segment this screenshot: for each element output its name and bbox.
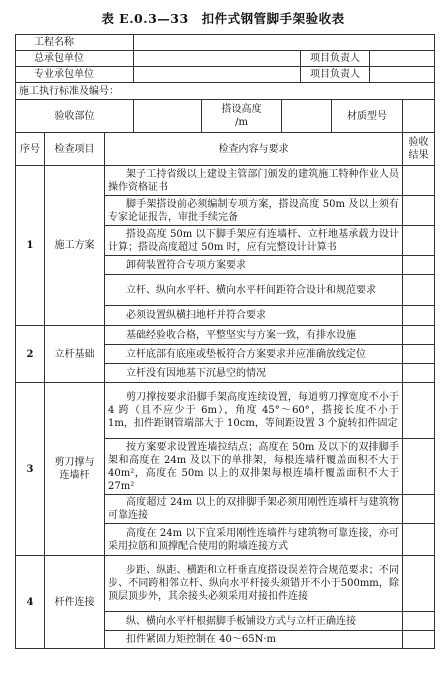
row-project-name — [16, 35, 435, 51]
section-3-name: 剪刀撑与 连墙杆 — [45, 383, 105, 556]
inspection-area-value[interactable] — [134, 100, 202, 133]
standard-label: 施工执行标准及编号： — [16, 83, 435, 100]
project-name-value[interactable] — [134, 35, 435, 51]
general-contractor-label: 总承包单位 — [16, 51, 134, 67]
general-contractor-value[interactable] — [134, 51, 301, 67]
section-1-no: 1 — [16, 166, 45, 326]
project-leader-value[interactable] — [370, 51, 435, 67]
height-value[interactable] — [282, 100, 332, 133]
table-row — [16, 556, 435, 612]
result-cell[interactable] — [403, 631, 435, 649]
check-item: 卸荷装置符合专项方案要求 — [105, 256, 403, 275]
row-sub-contractor — [16, 67, 435, 83]
check-item: 扣件紧固力矩控制在 40～65N·m — [105, 631, 403, 649]
table-row — [16, 326, 435, 345]
inspection-area-label: 验收部位 — [16, 100, 134, 133]
col-item-header: 检查项目 — [45, 133, 105, 166]
section-2-name: 立杆基础 — [45, 326, 105, 383]
check-item: 步距、纵距、横距和立杆垂直度搭设误差符合规范要求；不同步、不同跨相邻立杆、纵向水平杆接头须错开不小于500mm，除顶层顶步外，其余接头必须采用对接扣件连接 — [105, 556, 403, 612]
check-item: 高度超过 24m 以上的双排脚手架必须用刚性连墙杆与建筑物可靠连接 — [105, 495, 403, 524]
material-model-value[interactable] — [403, 100, 435, 133]
result-cell[interactable] — [403, 524, 435, 556]
section-4-no: 4 — [16, 556, 45, 649]
col-no-header: 序号 — [16, 133, 45, 166]
row-inspection-area — [16, 100, 435, 133]
row-standard — [16, 83, 435, 100]
row-general-contractor — [16, 51, 435, 67]
check-item: 高度在 24m 以下宜采用刚性连墙件与建筑物可靠连接，亦可采用拉筋和顶撑配合使用的附墙连接方式 — [105, 524, 403, 556]
section-4-name: 杆件连接 — [45, 556, 105, 649]
check-item: 基础经验收合格，平整坚实与方案一致，有排水设施 — [105, 326, 403, 345]
table-row — [16, 166, 435, 196]
page-title: 表 E.0.3—33 扣件式钢管脚手架验收表 — [101, 11, 345, 26]
check-item: 脚手架搭设前必须编制专项方案，搭设高度 50m 及以上须有专家论证报告，审批手续完备 — [105, 196, 403, 226]
result-cell[interactable] — [403, 226, 435, 256]
table-row — [16, 383, 435, 439]
result-cell[interactable] — [403, 612, 435, 631]
result-cell[interactable] — [403, 364, 435, 383]
result-cell[interactable] — [403, 345, 435, 364]
result-cell[interactable] — [403, 275, 435, 306]
sub-project-leader-label: 项目负责人 — [301, 67, 370, 83]
project-name-label: 工程名称 — [16, 35, 134, 51]
result-cell[interactable] — [403, 556, 435, 612]
result-cell[interactable] — [403, 256, 435, 275]
check-item: 立杆底部有底座或垫板符合方案要求并应准确放线定位 — [105, 345, 403, 364]
check-item: 必须设置纵横扫地杆并符合要求 — [105, 306, 403, 326]
check-item: 立杆没有因地基下沉悬空的情况 — [105, 364, 403, 383]
col-result-header: 验收 结果 — [403, 133, 435, 166]
section-3-no: 3 — [16, 383, 45, 556]
result-cell[interactable] — [403, 306, 435, 326]
column-header-row — [16, 133, 435, 166]
check-item: 剪刀撑按要求沿脚手架高度连续设置，每道剪刀撑宽度不小于 4 跨（且不应少于 6m），角度 45°～60°，搭接长度不小于 1m，扣件距钢管端部大于 10cm，等间距设置 3 个旋转扣件固定 — [105, 383, 403, 439]
check-item: 架子工持省级以上建设主管部门颁发的建筑施工特种作业人员操作资格证书 — [105, 166, 403, 196]
sub-project-leader-value[interactable] — [370, 67, 435, 83]
acceptance-table — [15, 34, 435, 649]
result-cell[interactable] — [403, 166, 435, 196]
check-item: 搭设高度 50m 以下脚手架应有连墙杆、立杆地基承载力设计计算；搭设高度超过 50m 时，应有完整设计计算书 — [105, 226, 403, 256]
section-2-no: 2 — [16, 326, 45, 383]
sub-contractor-value[interactable] — [134, 67, 301, 83]
check-item: 按方案要求设置连墙拉结点；高度在 50m 及以下的双排脚手架和高度在 24m 及以下的单排架，每根连墙杆覆盖面积不大于 40m²，高度在 50m 以上的双排架每根连墙杆覆盖面积不大于 27m² — [105, 439, 403, 495]
check-item: 立杆、纵向水平杆、横向水平杆间距符合设计和规范要求 — [105, 275, 403, 306]
result-cell[interactable] — [403, 439, 435, 495]
result-cell[interactable] — [403, 196, 435, 226]
project-leader-label: 项目负责人 — [301, 51, 370, 67]
sub-contractor-label: 专业承包单位 — [16, 67, 134, 83]
material-model-label: 材质型号 — [332, 100, 403, 133]
result-cell[interactable] — [403, 495, 435, 524]
height-label: 搭设高度 /m — [202, 100, 282, 133]
result-cell[interactable] — [403, 326, 435, 345]
result-cell[interactable] — [403, 383, 435, 439]
col-content-header: 检查内容与要求 — [105, 133, 403, 166]
check-item: 纵、横向水平杆根据脚手板铺设方式与立杆正确连接 — [105, 612, 403, 631]
section-1-name: 施工方案 — [45, 166, 105, 326]
